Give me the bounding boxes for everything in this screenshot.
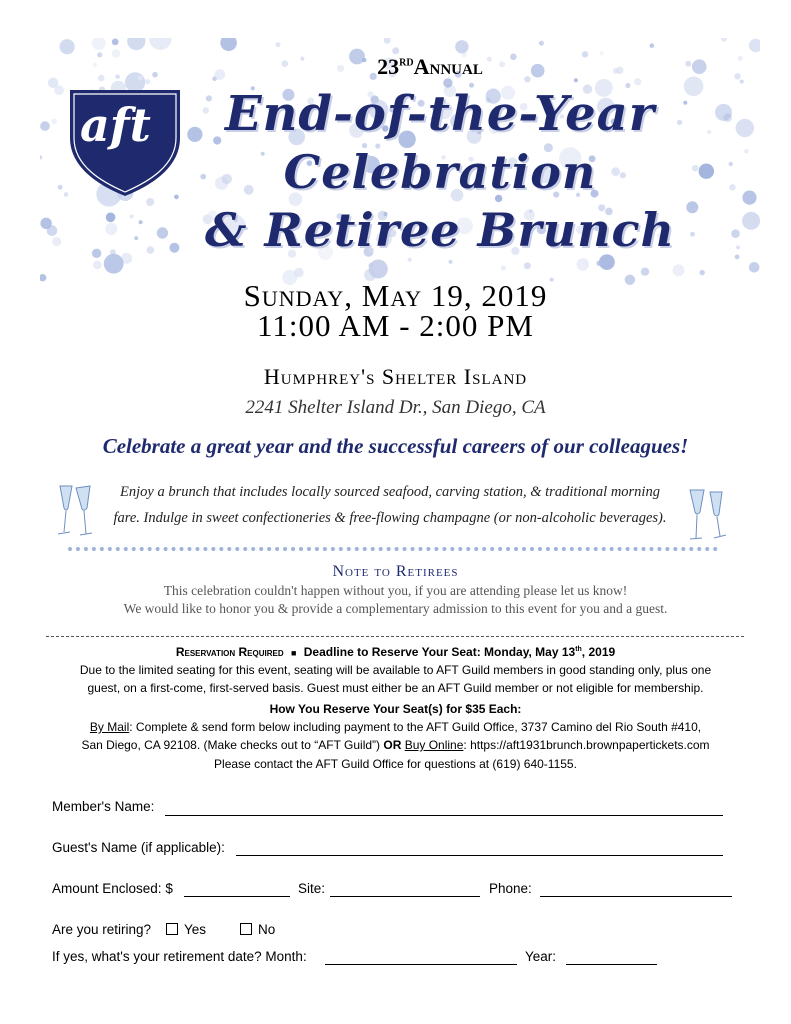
retirees-heading: Note to Retirees xyxy=(332,563,459,580)
bubble xyxy=(736,245,740,249)
bubble xyxy=(149,38,171,50)
bubble xyxy=(729,184,735,190)
mail-address-text: San Diego, CA 92108. (Make checks out to “AFT Guild”) xyxy=(81,738,384,752)
amount-field[interactable] xyxy=(184,896,290,897)
bubble xyxy=(98,75,105,82)
dashed-divider xyxy=(46,636,744,637)
how-to-reserve-heading: How You Reserve Your Seat(s) for $35 Each: xyxy=(269,702,522,716)
bubble xyxy=(112,49,120,57)
bubble xyxy=(448,260,452,264)
bubble xyxy=(54,85,64,95)
buy-online-url[interactable]: : https://aft1931brunch.brownpapertickets.com xyxy=(463,738,710,752)
venue-name: Humphrey's Shelter Island xyxy=(263,364,528,389)
by-mail-line xyxy=(0,720,791,734)
anniversary-label xyxy=(300,54,560,80)
retirement-month-field[interactable] xyxy=(325,964,517,965)
bubble xyxy=(524,262,531,269)
by-mail-label: By Mail xyxy=(89,720,130,734)
bubble xyxy=(501,266,506,271)
retirement-date-label: If yes, what's your retirement date? Month: xyxy=(52,949,307,964)
description-line1: Enjoy a brunch that includes locally sourced seafood, carving station, & traditional morning xyxy=(120,484,660,500)
reservation-body-line1: Due to the limited seating for this event, seating will be available to AFT Guild members in good standing only, plus one xyxy=(79,663,712,677)
bubble xyxy=(455,40,468,53)
by-mail-text: : Complete & send form below including payment to the AFT Guild Office, 3737 Camino del Rio South #410, xyxy=(129,720,702,734)
bubble xyxy=(634,78,641,85)
anniversary-number: 23 xyxy=(377,54,400,79)
bubble xyxy=(52,237,61,246)
bubble xyxy=(47,225,58,236)
bubble xyxy=(744,149,748,153)
bullet-icon: ■ xyxy=(290,648,297,658)
bubble xyxy=(599,51,603,55)
member-name-label: Member's Name: xyxy=(52,799,155,814)
buy-online-link[interactable]: Buy Online xyxy=(404,738,464,752)
bubble xyxy=(134,236,138,240)
tagline: Celebrate a great year and the successful careers of our colleagues! xyxy=(102,434,689,458)
or-word: OR xyxy=(383,738,402,752)
bubble xyxy=(138,76,143,81)
bubble xyxy=(58,185,63,190)
bubble xyxy=(145,79,150,84)
anniversary-word: Annual xyxy=(413,54,483,79)
anniversary-suffix: RD xyxy=(399,57,414,69)
contact-line: Please contact the AFT Guild Office for questions at (619) 640-1155. xyxy=(214,757,577,771)
bubble xyxy=(384,38,391,44)
bubble xyxy=(736,119,754,137)
guest-name-field[interactable] xyxy=(236,855,723,856)
bubble xyxy=(650,43,655,48)
title-line3: & Retiree Brunch xyxy=(204,203,675,257)
bubble xyxy=(577,258,590,271)
phone-field[interactable] xyxy=(540,896,732,897)
bubble xyxy=(294,268,304,278)
retiring-no-option[interactable] xyxy=(240,922,275,937)
event-date: Sunday, May 19, 2019 xyxy=(243,278,548,313)
bubble xyxy=(92,38,106,50)
bubble xyxy=(700,270,705,275)
bubble xyxy=(106,213,116,223)
amount-label: Amount Enclosed: $ xyxy=(52,881,173,896)
bubble xyxy=(92,249,101,258)
retirees-line1: This celebration couldn't happen without you, if you are attending please let us know! xyxy=(163,583,628,598)
site-label: Site: xyxy=(298,881,326,896)
bubble xyxy=(214,69,225,80)
bubble xyxy=(369,260,388,279)
bubble xyxy=(276,42,281,47)
no-checkbox[interactable] xyxy=(240,923,252,935)
bubble xyxy=(596,261,601,266)
retiring-yes-option[interactable] xyxy=(166,922,206,937)
mail-line2 xyxy=(0,738,791,752)
bubble xyxy=(104,254,124,274)
event-time: 11:00 AM - 2:00 PM xyxy=(257,308,534,343)
deadline-sup: th xyxy=(575,646,582,653)
bubble xyxy=(220,38,237,51)
bubble xyxy=(742,191,756,205)
bubble xyxy=(51,119,57,125)
bubble xyxy=(408,258,412,262)
dotted-divider xyxy=(68,547,718,551)
bubble xyxy=(40,155,42,159)
no-label: No xyxy=(258,922,276,937)
bubble xyxy=(40,121,50,131)
bubble xyxy=(539,41,544,46)
bubble xyxy=(582,51,588,57)
bubble xyxy=(282,60,289,67)
retirees-line2: We would like to honor you & provide a complementary admission to this event for you and a guest. xyxy=(123,601,668,616)
bubble xyxy=(742,212,760,230)
bubble xyxy=(734,73,740,79)
bubble xyxy=(641,268,649,276)
reservation-heading xyxy=(0,645,791,659)
retirement-year-field[interactable] xyxy=(566,964,657,965)
bubble xyxy=(692,59,707,74)
bubble xyxy=(127,38,145,50)
logo-text: aft xyxy=(80,98,151,152)
bubble xyxy=(139,220,143,224)
bubble xyxy=(369,263,374,268)
yes-label: Yes xyxy=(184,922,207,937)
site-field[interactable] xyxy=(330,896,480,897)
bubble xyxy=(112,39,119,46)
guest-name-label: Guest's Name (if applicable): xyxy=(52,840,225,855)
bubble xyxy=(738,56,743,61)
title-line1: End-of-the-Year xyxy=(224,86,656,142)
bubble xyxy=(93,261,102,270)
bubble xyxy=(152,72,158,78)
description-line2: fare. Indulge in sweet confectioneries & free-flowing champagne (or non-alcoholic beverages). xyxy=(113,510,667,526)
bubble xyxy=(740,80,744,84)
yes-checkbox[interactable] xyxy=(166,923,178,935)
bubble xyxy=(749,39,760,53)
deadline-year: , 2019 xyxy=(581,645,616,659)
reservation-required-label: Reservation Required xyxy=(175,645,284,659)
bubble xyxy=(97,52,102,57)
bubble xyxy=(735,255,740,260)
bubble xyxy=(93,63,97,67)
deadline-text: Deadline to Reserve Your Seat: Monday, May 13 xyxy=(303,645,576,659)
bubble xyxy=(721,38,727,42)
bubble xyxy=(129,214,134,219)
reservation-body-line2: guest, on a first-come, first-served basis. Guest must either be an AFT Guild member or not eligible for membership. xyxy=(87,681,704,695)
phone-label: Phone: xyxy=(489,881,532,896)
bubble xyxy=(749,262,760,273)
retirement-year-label: Year: xyxy=(525,949,557,964)
retiring-question: Are you retiring? xyxy=(52,922,152,937)
bubble xyxy=(731,229,740,238)
venue-address: 2241 Shelter Island Dr., San Diego, CA xyxy=(245,397,546,418)
bubble xyxy=(616,67,623,74)
bubble xyxy=(574,78,578,82)
bubble xyxy=(685,61,691,67)
title-line2: Celebration xyxy=(283,145,597,199)
bubble xyxy=(673,264,685,276)
bubble xyxy=(105,223,117,235)
champagne-glass-icon xyxy=(684,486,734,546)
member-name-field[interactable] xyxy=(165,815,723,816)
bubble xyxy=(60,39,75,54)
bubble xyxy=(115,75,119,79)
